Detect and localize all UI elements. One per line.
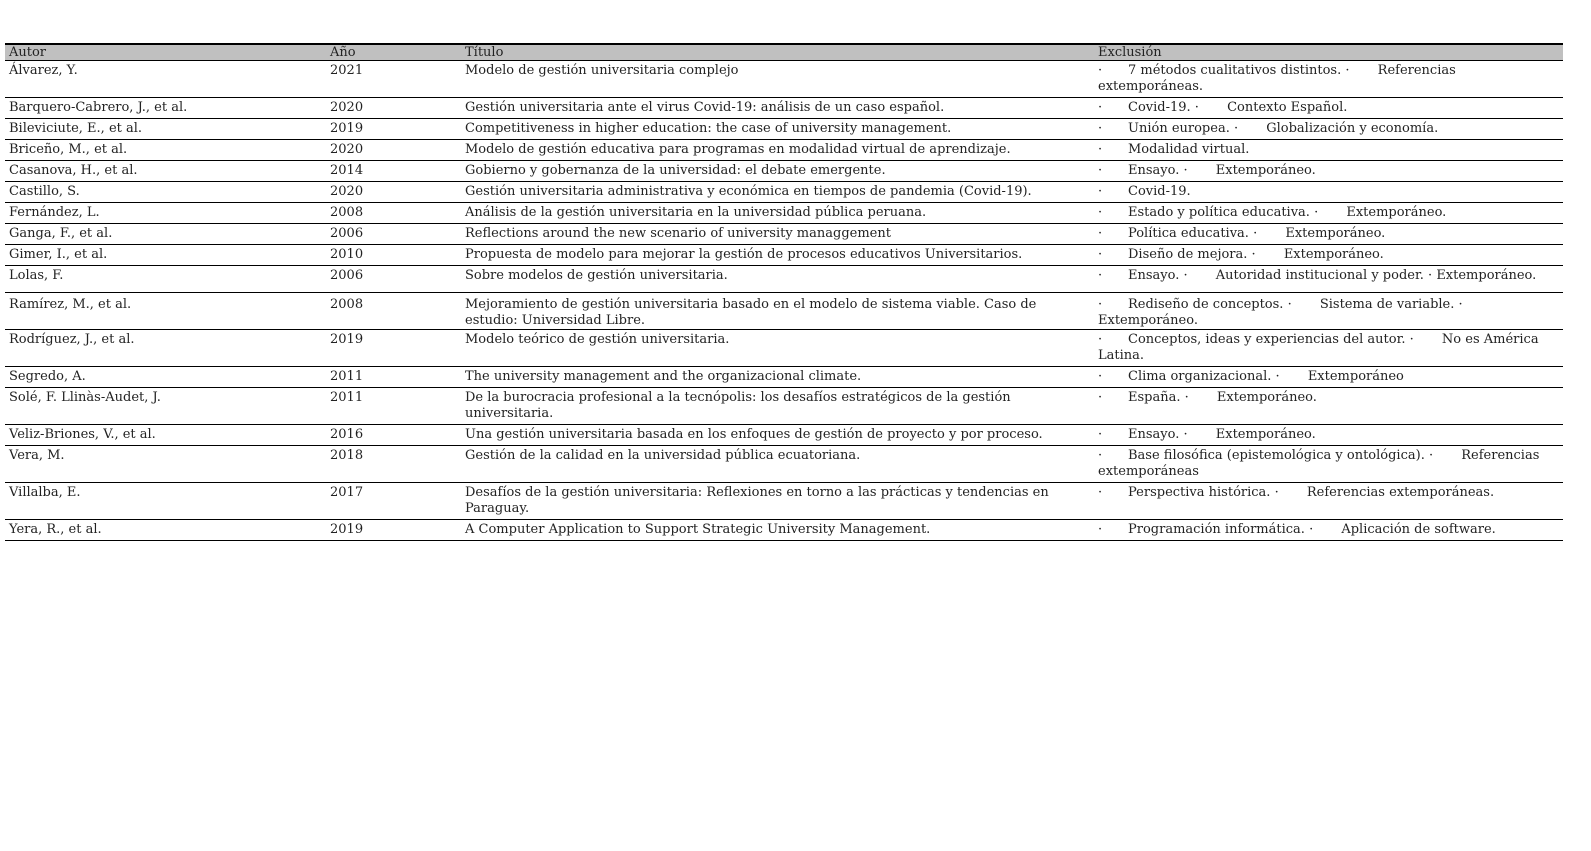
- cell-anio: 2021: [326, 61, 461, 98]
- bullet-icon: ·: [1098, 121, 1103, 136]
- bullet-icon: ·: [1190, 100, 1204, 115]
- bullet-icon: ·: [1271, 369, 1284, 384]
- table-row: [5, 520, 1563, 541]
- table-row: [5, 161, 1563, 182]
- cell-autor: Casanova, H., et al.: [5, 161, 326, 182]
- cell-autor: Solé, F. Llinàs-Audet, J.: [5, 388, 326, 425]
- cell-titulo: De la burocracia profesional a la tecnópolis: los desafíos estratégicos de la gestión universitaria.: [461, 388, 1094, 425]
- cell-titulo: Sobre modelos de gestión universitaria.: [461, 266, 1094, 293]
- bullet-icon: ·: [1283, 297, 1296, 312]
- cell-autor: Segredo, A.: [5, 367, 326, 388]
- cell-exclusion: [1094, 330, 1563, 367]
- exclusion-reason: España.: [1128, 390, 1181, 405]
- cell-titulo: Modelo teórico de gestión universitaria.: [461, 330, 1094, 367]
- exclusion-reason: Referencias extemporáneas.: [1098, 63, 1456, 94]
- cell-exclusion: [1094, 140, 1563, 161]
- cell-titulo: Gestión universitaria administrativa y económica en tiempos de pandemia (Covid-19).: [461, 182, 1094, 203]
- cell-anio: 2019: [326, 119, 461, 140]
- table-header-row: [5, 44, 1563, 61]
- table-row: [5, 293, 1563, 330]
- bullet-icon: ·: [1405, 332, 1418, 347]
- exclusion-reason: Clima organizacional.: [1128, 369, 1272, 384]
- cell-titulo: Modelo de gestión educativa para programas en modalidad virtual de aprendizaje.: [461, 140, 1094, 161]
- cell-exclusion: [1094, 161, 1563, 182]
- table-row: [5, 446, 1563, 483]
- exclusion-reason: Sistema de variable.: [1319, 297, 1455, 312]
- cell-titulo: Gestión de la calidad en la universidad pública ecuatoriana.: [461, 446, 1094, 483]
- bullet-icon: ·: [1098, 390, 1103, 405]
- cell-autor: Villalba, E.: [5, 483, 326, 520]
- bullet-icon: ·: [1098, 448, 1103, 463]
- exclusion-reason: Rediseño de conceptos.: [1128, 297, 1284, 312]
- exclusion-reason: Unión europea.: [1128, 121, 1230, 136]
- exclusion-reason: 7 métodos cualitativos distintos.: [1128, 63, 1342, 78]
- header-exclusion: Exclusión: [1094, 44, 1563, 61]
- cell-exclusion: [1094, 520, 1563, 541]
- exclusion-reason: Covid-19.: [1128, 100, 1191, 115]
- table-row: [5, 98, 1563, 119]
- bullet-icon: ·: [1248, 226, 1262, 241]
- bullet-icon: ·: [1098, 205, 1103, 220]
- exclusion-reason: Covid-19.: [1128, 184, 1191, 199]
- cell-anio: 2020: [326, 140, 461, 161]
- cell-anio: 2016: [326, 425, 461, 446]
- cell-autor: Yera, R., et al.: [5, 520, 326, 541]
- cell-autor: Rodríguez, J., et al.: [5, 330, 326, 367]
- bullet-icon: ·: [1180, 390, 1193, 405]
- table-row: [5, 266, 1563, 293]
- bullet-icon: ·: [1270, 485, 1283, 500]
- cell-titulo: Gobierno y gobernanza de la universidad: el debate emergente.: [461, 161, 1094, 182]
- bullet-icon: ·: [1179, 268, 1192, 283]
- bullet-icon: ·: [1309, 205, 1323, 220]
- exclusion-reason: No es América Latina.: [1098, 332, 1539, 363]
- exclusion-reason: Extemporáneo.: [1285, 226, 1386, 241]
- cell-autor: Álvarez, Y.: [5, 61, 326, 98]
- cell-titulo: Gestión universitaria ante el virus Covid-19: análisis de un caso español.: [461, 98, 1094, 119]
- bullet-icon: ·: [1341, 63, 1354, 78]
- exclusion-reason: Ensayo.: [1128, 268, 1180, 283]
- cell-titulo: Desafíos de la gestión universitaria: Reflexiones en torno a las prácticas y tendencias en Paraguay.: [461, 483, 1094, 520]
- bullet-icon: ·: [1179, 163, 1192, 178]
- table-row: [5, 245, 1563, 266]
- cell-exclusion: [1094, 61, 1563, 98]
- bullet-icon: ·: [1098, 332, 1103, 347]
- bullet-icon: ·: [1229, 121, 1243, 136]
- table-row: [5, 388, 1563, 425]
- cell-exclusion: [1094, 203, 1563, 224]
- cell-anio: 2010: [326, 245, 461, 266]
- exclusion-reason: Extemporáneo.: [1436, 268, 1537, 283]
- cell-autor: Fernández, L.: [5, 203, 326, 224]
- exclusion-reason: Globalización y economía.: [1266, 121, 1439, 136]
- cell-exclusion: [1094, 98, 1563, 119]
- cell-exclusion: [1094, 119, 1563, 140]
- table-row: [5, 203, 1563, 224]
- cell-anio: 2011: [326, 367, 461, 388]
- cell-titulo: Competitiveness in higher education: the case of university management.: [461, 119, 1094, 140]
- table-body: [5, 61, 1563, 541]
- exclusion-table: [5, 43, 1563, 541]
- exclusion-reason: Contexto Español.: [1227, 100, 1348, 115]
- exclusion-reason: Referencias extemporáneas.: [1306, 485, 1495, 500]
- cell-autor: Briceño, M., et al.: [5, 140, 326, 161]
- cell-titulo: A Computer Application to Support Strategic University Management.: [461, 520, 1094, 541]
- cell-exclusion: [1094, 182, 1563, 203]
- bullet-icon: ·: [1098, 427, 1103, 442]
- cell-titulo: Mejoramiento de gestión universitaria basado en el modelo de sistema viable. Caso de estudio: Universidad Libre.: [461, 293, 1094, 330]
- exclusion-reason: Conceptos, ideas y experiencias del autor.: [1128, 332, 1406, 347]
- bullet-icon: ·: [1098, 369, 1103, 384]
- exclusion-reason: Extemporáneo.: [1215, 163, 1316, 178]
- bullet-icon: ·: [1098, 184, 1103, 199]
- exclusion-reason: Extemporáneo.: [1216, 390, 1317, 405]
- exclusion-reason: Aplicación de software.: [1341, 522, 1496, 537]
- bullet-icon: ·: [1098, 247, 1103, 262]
- exclusion-reason: Referencias extemporáneas: [1098, 448, 1540, 479]
- cell-anio: 2014: [326, 161, 461, 182]
- cell-anio: 2019: [326, 330, 461, 367]
- table-row: [5, 140, 1563, 161]
- table-row: [5, 367, 1563, 388]
- cell-exclusion: [1094, 483, 1563, 520]
- cell-anio: 2019: [326, 520, 461, 541]
- bullet-icon: ·: [1098, 522, 1103, 537]
- cell-exclusion: [1094, 425, 1563, 446]
- exclusion-reason: Ensayo.: [1128, 427, 1180, 442]
- bullet-icon: ·: [1247, 247, 1260, 262]
- exclusion-reason: Extemporáneo.: [1346, 205, 1447, 220]
- exclusion-table-container: [5, 43, 1563, 541]
- cell-exclusion: [1094, 388, 1563, 425]
- header-autor: Autor: [5, 44, 326, 61]
- exclusion-reason: Extemporáneo.: [1215, 427, 1316, 442]
- exclusion-reason: Política educativa.: [1128, 226, 1249, 241]
- header-anio: Año: [326, 44, 461, 61]
- exclusion-reason: Extemporáneo: [1307, 369, 1404, 384]
- bullet-icon: ·: [1424, 448, 1438, 463]
- bullet-icon: ·: [1098, 485, 1103, 500]
- cell-autor: Ramírez, M., et al.: [5, 293, 326, 330]
- bullet-icon: ·: [1454, 297, 1463, 312]
- header-titulo: Título: [461, 44, 1094, 61]
- bullet-icon: ·: [1098, 297, 1103, 312]
- exclusion-reason: Estado y política educativa.: [1128, 205, 1310, 220]
- table-row: [5, 425, 1563, 446]
- cell-anio: 2006: [326, 224, 461, 245]
- cell-autor: Gimer, I., et al.: [5, 245, 326, 266]
- exclusion-reason: Base filosófica (epistemológica y ontológica).: [1128, 448, 1425, 463]
- cell-anio: 2017: [326, 483, 461, 520]
- cell-autor: Barquero-Cabrero, J., et al.: [5, 98, 326, 119]
- exclusion-reason: Diseño de mejora.: [1128, 247, 1248, 262]
- exclusion-reason: Ensayo.: [1128, 163, 1180, 178]
- exclusion-reason: Perspectiva histórica.: [1128, 485, 1271, 500]
- table-row: [5, 61, 1563, 98]
- cell-titulo: Análisis de la gestión universitaria en la universidad pública peruana.: [461, 203, 1094, 224]
- table-row: [5, 224, 1563, 245]
- cell-autor: Lolas, F.: [5, 266, 326, 293]
- exclusion-reason: Extemporáneo.: [1283, 247, 1384, 262]
- exclusion-reason: Extemporáneo.: [1098, 313, 1198, 328]
- exclusion-reason: Autoridad institucional y poder.: [1215, 268, 1424, 283]
- bullet-icon: ·: [1304, 522, 1318, 537]
- cell-titulo: Reflections around the new scenario of university managgement: [461, 224, 1094, 245]
- table-row: [5, 182, 1563, 203]
- cell-anio: 2006: [326, 266, 461, 293]
- bullet-icon: ·: [1098, 268, 1103, 283]
- cell-autor: Bileviciute, E., et al.: [5, 119, 326, 140]
- cell-anio: 2018: [326, 446, 461, 483]
- bullet-icon: ·: [1098, 226, 1103, 241]
- exclusion-reason: Programación informática.: [1128, 522, 1305, 537]
- cell-autor: Ganga, F., et al.: [5, 224, 326, 245]
- table-row: [5, 119, 1563, 140]
- cell-anio: 2008: [326, 203, 461, 224]
- cell-titulo: Propuesta de modelo para mejorar la gestión de procesos educativos Universitarios.: [461, 245, 1094, 266]
- bullet-icon: ·: [1179, 427, 1192, 442]
- bullet-icon: ·: [1098, 142, 1103, 157]
- cell-titulo: Una gestión universitaria basada en los enfoques de gestión de proyecto y por proceso.: [461, 425, 1094, 446]
- cell-anio: 2020: [326, 98, 461, 119]
- cell-autor: Vera, M.: [5, 446, 326, 483]
- cell-exclusion: [1094, 224, 1563, 245]
- exclusion-reason: Modalidad virtual.: [1128, 142, 1250, 157]
- cell-anio: 2020: [326, 182, 461, 203]
- cell-titulo: Modelo de gestión universitaria complejo: [461, 61, 1094, 98]
- cell-autor: Veliz-Briones, V., et al.: [5, 425, 326, 446]
- cell-exclusion: [1094, 266, 1563, 293]
- cell-anio: 2011: [326, 388, 461, 425]
- cell-anio: 2008: [326, 293, 461, 330]
- cell-exclusion: [1094, 293, 1563, 330]
- cell-titulo: The university management and the organizacional climate.: [461, 367, 1094, 388]
- bullet-icon: ·: [1098, 163, 1103, 178]
- bullet-icon: ·: [1423, 268, 1437, 283]
- bullet-icon: ·: [1098, 100, 1103, 115]
- table-row: [5, 330, 1563, 367]
- bullet-icon: ·: [1098, 63, 1103, 78]
- cell-exclusion: [1094, 245, 1563, 266]
- table-row: [5, 483, 1563, 520]
- cell-exclusion: [1094, 367, 1563, 388]
- cell-autor: Castillo, S.: [5, 182, 326, 203]
- cell-exclusion: [1094, 446, 1563, 483]
